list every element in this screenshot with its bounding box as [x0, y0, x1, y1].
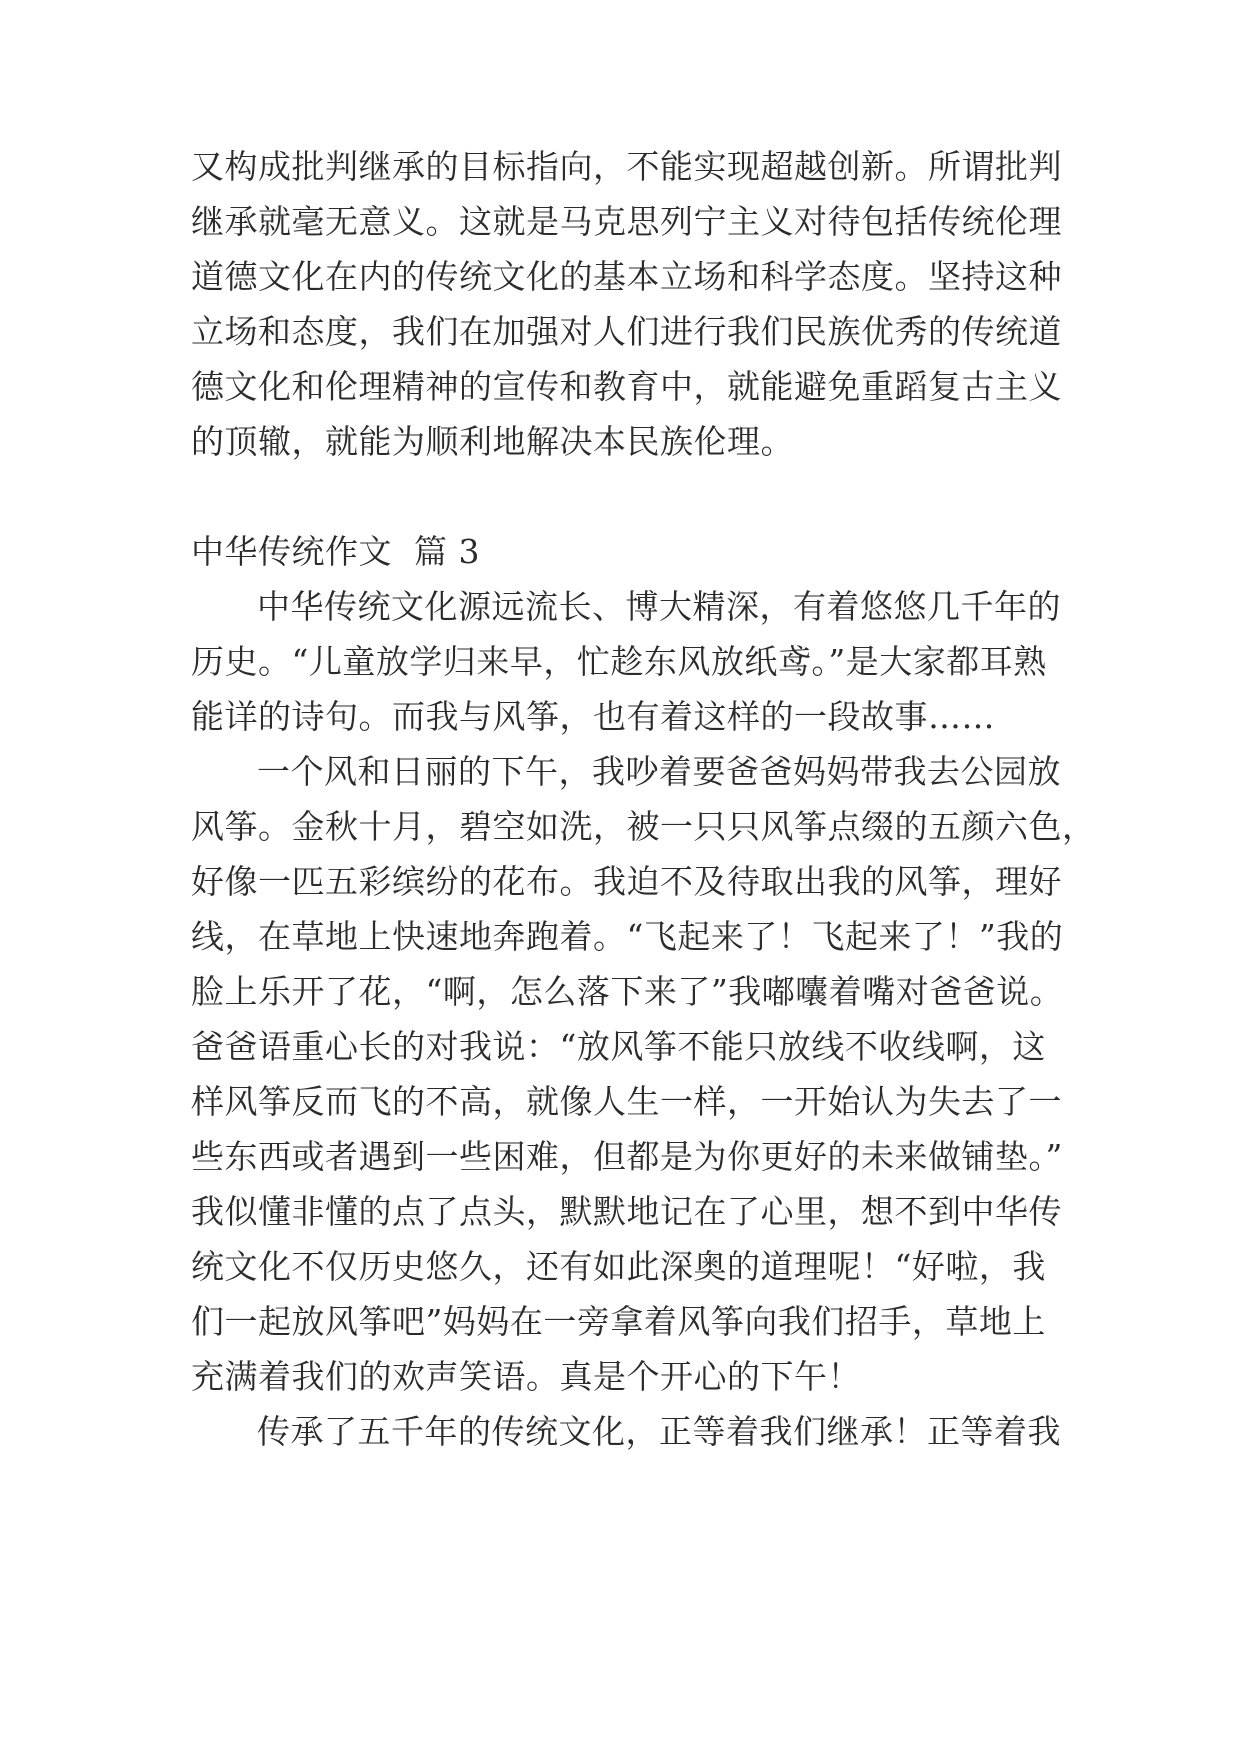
- text-line: 爸爸语重心长的对我说：“放风筝不能只放线不收线啊，这: [191, 1027, 1046, 1066]
- text-line: 风筝。金秋十月，碧空如洗，被一只只风筝点缀的五颜六色，: [191, 807, 1096, 846]
- text-line: 些东西或者遇到一些困难，但都是为你更好的未来做铺垫。”: [191, 1137, 1063, 1176]
- text-line: 又构成批判继承的目标指向，不能实现超越创新。所谓批判: [191, 147, 1062, 186]
- text-line: 统文化不仅历史悠久，还有如此深奥的道理呢！“好啦，我: [191, 1247, 1046, 1286]
- text-line: 一个风和日丽的下午，我吵着要爸爸妈妈带我去公园放: [257, 752, 1061, 791]
- section-title: 中华传统作文 篇 3: [191, 532, 480, 571]
- text-line: 线，在草地上快速地奔跑着。“飞起来了！飞起来了！”我的: [191, 917, 1064, 956]
- text-line: 们一起放风筝吧”妈妈在一旁拿着风筝向我们招手，草地上: [191, 1302, 1046, 1341]
- text-line: 历史。“儿童放学归来早，忙趁东风放纸鸢。”是大家都耳熟: [191, 642, 1047, 681]
- text-line: 继承就毫无意义。这就是马克思列宁主义对待包括传统伦理: [191, 202, 1062, 241]
- text-line: 样风筝反而飞的不高，就像人生一样，一开始认为失去了一: [191, 1082, 1062, 1121]
- text-line: 好像一匹五彩缤纷的花布。我迫不及待取出我的风筝，理好: [191, 862, 1062, 901]
- text-line: 道德文化在内的传统文化的基本立场和科学态度。坚持这种: [191, 257, 1062, 296]
- text-line: 充满着我们的欢声笑语。真是个开心的下午！: [191, 1357, 861, 1396]
- text-line: 传承了五千年的传统文化，正等着我们继承！正等着我: [257, 1412, 1061, 1451]
- text-line: 的顶辙，就能为顺利地解决本民族伦理。: [191, 422, 794, 461]
- text-line: 脸上乐开了花，“啊，怎么落下来了”我嘟囔着嘴对爸爸说。: [191, 972, 1064, 1011]
- text-line: 立场和态度，我们在加强对人们进行我们民族优秀的传统道: [191, 312, 1062, 351]
- text-line: 我似懂非懂的点了点头，默默地记在了心里，想不到中华传: [191, 1192, 1062, 1231]
- text-line: 能详的诗句。而我与风筝，也有着这样的一段故事……: [191, 697, 995, 736]
- text-line: 德文化和伦理精神的宣传和教育中，就能避免重蹈复古主义: [191, 367, 1062, 406]
- text-line: 中华传统文化源远流长、博大精深，有着悠悠几千年的: [257, 587, 1061, 626]
